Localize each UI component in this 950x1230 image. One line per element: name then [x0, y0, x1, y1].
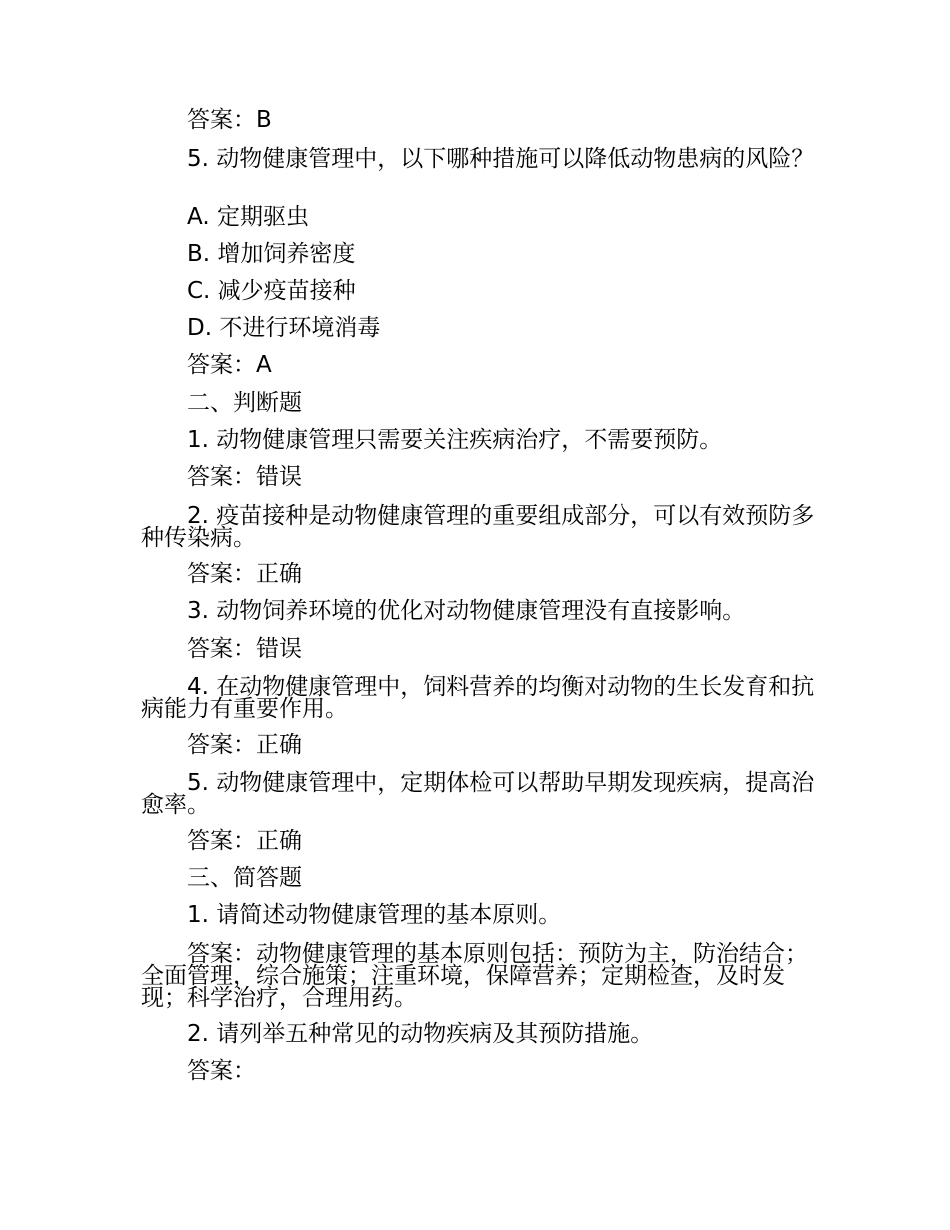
option-line: B. 增加饲养密度 [187, 241, 356, 267]
question-line: 3. 动物饲养环境的优化对动物健康管理没有直接影响。 [187, 598, 746, 624]
option-line: C. 减少疫苗接种 [187, 278, 356, 304]
answer-line: 答案：错误 [187, 636, 302, 662]
question-line: 2. 疫苗接种是动物健康管理的重要组成部分，可以有效预防多种传染病。 [141, 503, 815, 551]
option-line: A. 定期驱虫 [187, 204, 309, 230]
section-heading: 二、判断题 [187, 390, 302, 416]
question-line: 5. 动物健康管理中，定期体检可以帮助早期发现疾病，提高治愈率。 [141, 770, 815, 818]
question-line: 4. 在动物健康管理中，饲料营养的均衡对动物的生长发育和抗病能力有重要作用。 [141, 674, 815, 722]
section-heading: 三、简答题 [187, 865, 302, 891]
answer-line: 答案：正确 [187, 828, 302, 854]
answer-line: 答案：正确 [187, 732, 302, 758]
answer-line: 答案：A [187, 352, 272, 378]
answer-line: 答案：B [187, 107, 272, 133]
answer-line: 答案：错误 [187, 464, 302, 490]
question-line: 2. 请列举五种常见的动物疾病及其预防措施。 [187, 1021, 654, 1047]
answer-line: 答案：正确 [187, 561, 302, 587]
question-line: 5. 动物健康管理中，以下哪种措施可以降低动物患病的风险？ [187, 146, 815, 172]
answer-line: 答案： [187, 1058, 256, 1084]
answer-line: 答案：动物健康管理的基本原则包括：预防为主，防治结合；全面管理，综合施策；注重环境，保障营养；定期检查，及时发现；科学治疗，合理用药。 [141, 941, 808, 1011]
question-line: 1. 请简述动物健康管理的基本原则。 [187, 902, 562, 928]
question-line: 1. 动物健康管理只需要关注疾病治疗，不需要预防。 [187, 427, 723, 453]
option-line: D. 不进行环境消毒 [187, 315, 381, 341]
